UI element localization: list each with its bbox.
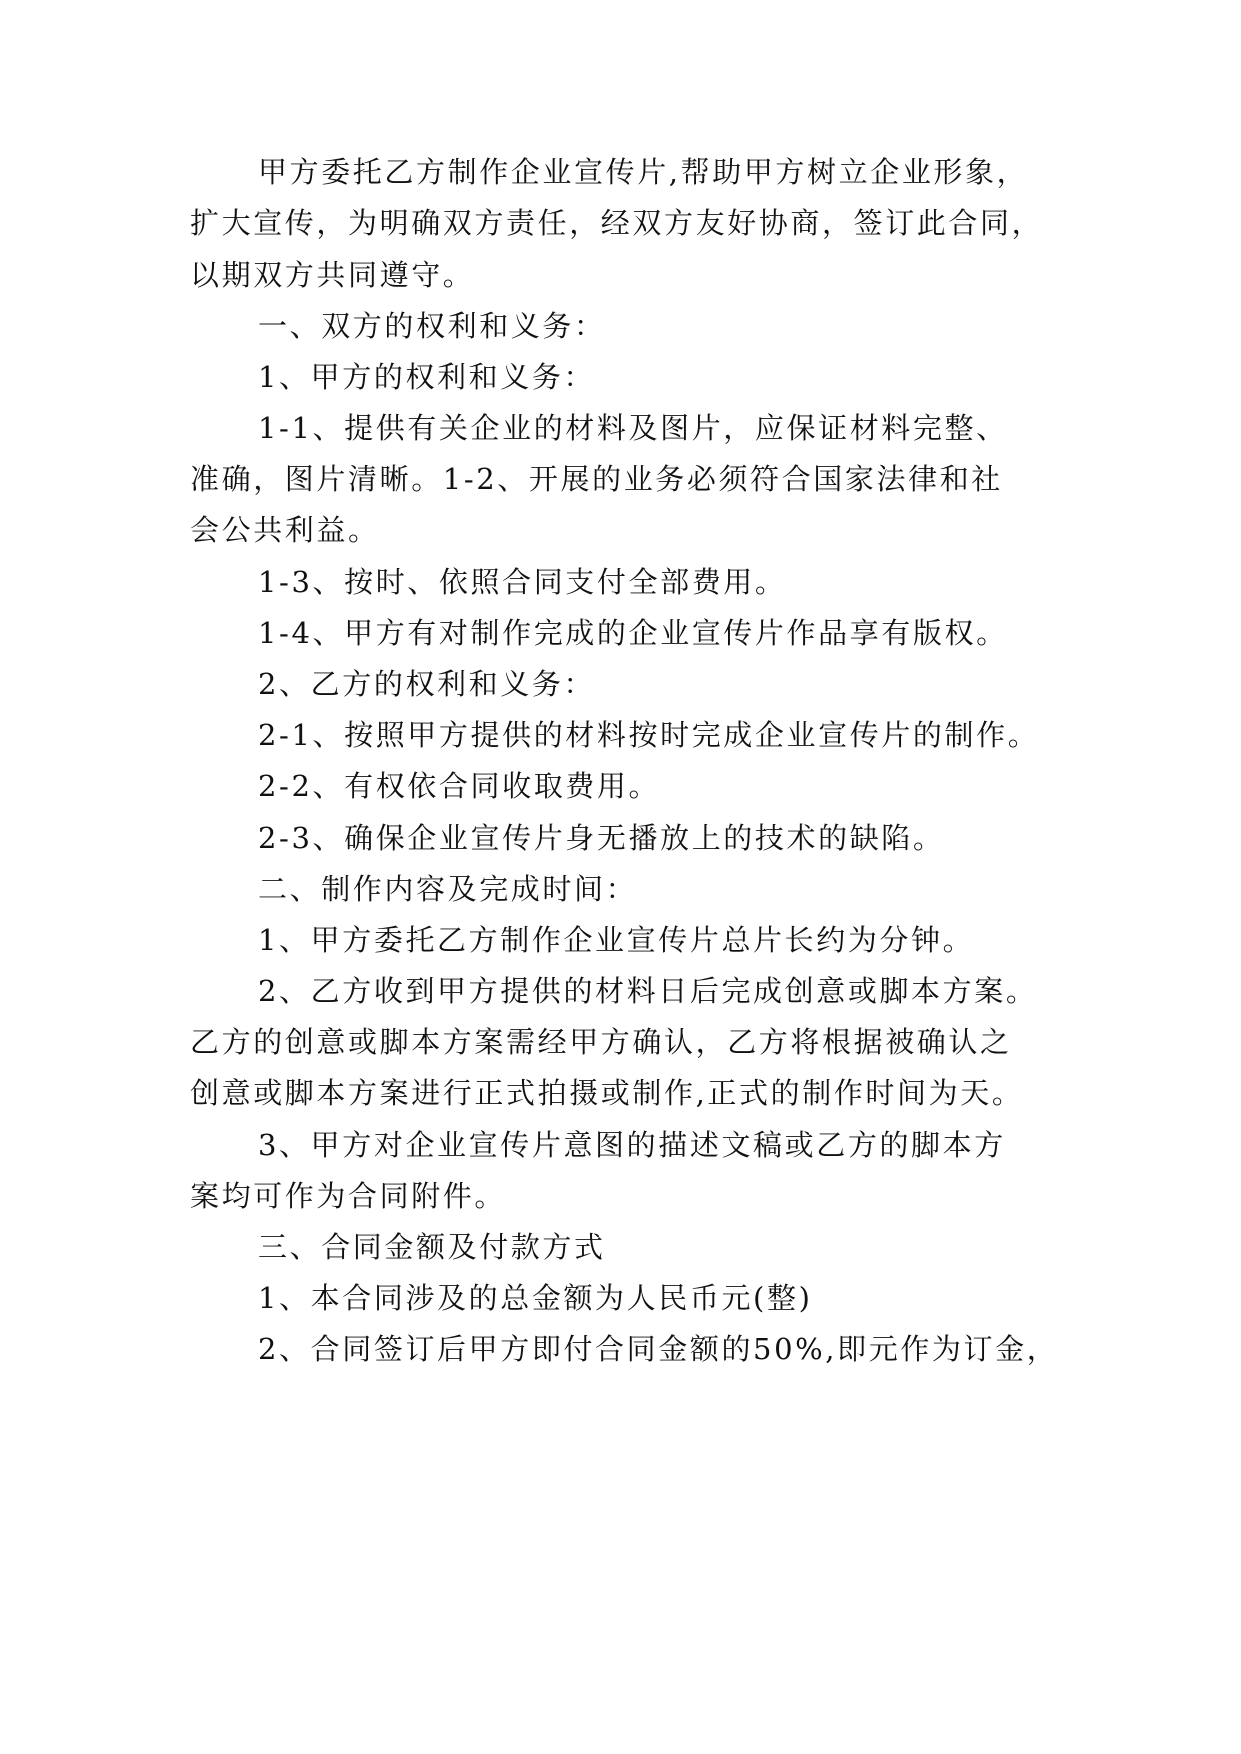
text-line: 2-1、按照甲方提供的材料按时完成企业宣传片的制作。 <box>258 718 1040 752</box>
text-line: 以期双方共同遵守。 <box>190 258 475 292</box>
section-heading: 二、制作内容及完成时间： <box>258 872 638 906</box>
section-heading: 一、双方的权利和义务： <box>258 309 606 343</box>
text-line: 1、甲方委托乙方制作企业宣传片总片长约为分钟。 <box>258 923 975 957</box>
text-line: 2、乙方收到甲方提供的材料日后完成创意或脚本方案。 <box>258 974 1038 1008</box>
text-line: 准确，图片清晰。1-2、开展的业务必须符合国家法律和社 <box>190 462 1003 496</box>
text-line: 1-1、提供有关企业的材料及图片，应保证材料完整、 <box>258 411 1008 445</box>
text-line: 乙方的创意或脚本方案需经甲方确认，乙方将根据被确认之 <box>190 1025 1012 1059</box>
subsection-heading: 1、甲方的权利和义务： <box>258 360 596 394</box>
text-line: 2、合同签订后甲方即付合同金额的50%,即元作为订金， <box>258 1332 1059 1366</box>
text-line: 2-2、有权依合同收取费用。 <box>258 769 661 803</box>
text-line: 2-3、确保企业宣传片身无播放上的技术的缺陷。 <box>258 821 945 855</box>
subsection-heading: 2、乙方的权利和义务： <box>258 667 596 701</box>
text-line: 会公共利益。 <box>190 513 380 547</box>
text-line: 1、本合同涉及的总金额为人民币元(整) <box>258 1281 813 1315</box>
section-heading: 三、合同金额及付款方式 <box>258 1230 606 1264</box>
text-line: 扩大宣传，为明确双方责任，经双方友好协商，签订此合同， <box>190 206 1044 240</box>
text-line: 3、甲方对企业宣传片意图的描述文稿或乙方的脚本方 <box>258 1128 1006 1162</box>
text-line: 1-3、按时、依照合同支付全部费用。 <box>258 565 787 599</box>
text-line: 1-4、甲方有对制作完成的企业宣传片作品享有版权。 <box>258 616 1008 650</box>
text-line: 创意或脚本方案进行正式拍摄或制作,正式的制作时间为天。 <box>190 1076 1024 1110</box>
text-line: 案均可作为合同附件。 <box>190 1179 507 1213</box>
text-line: 甲方委托乙方制作企业宣传片,帮助甲方树立企业形象， <box>258 155 1029 189</box>
